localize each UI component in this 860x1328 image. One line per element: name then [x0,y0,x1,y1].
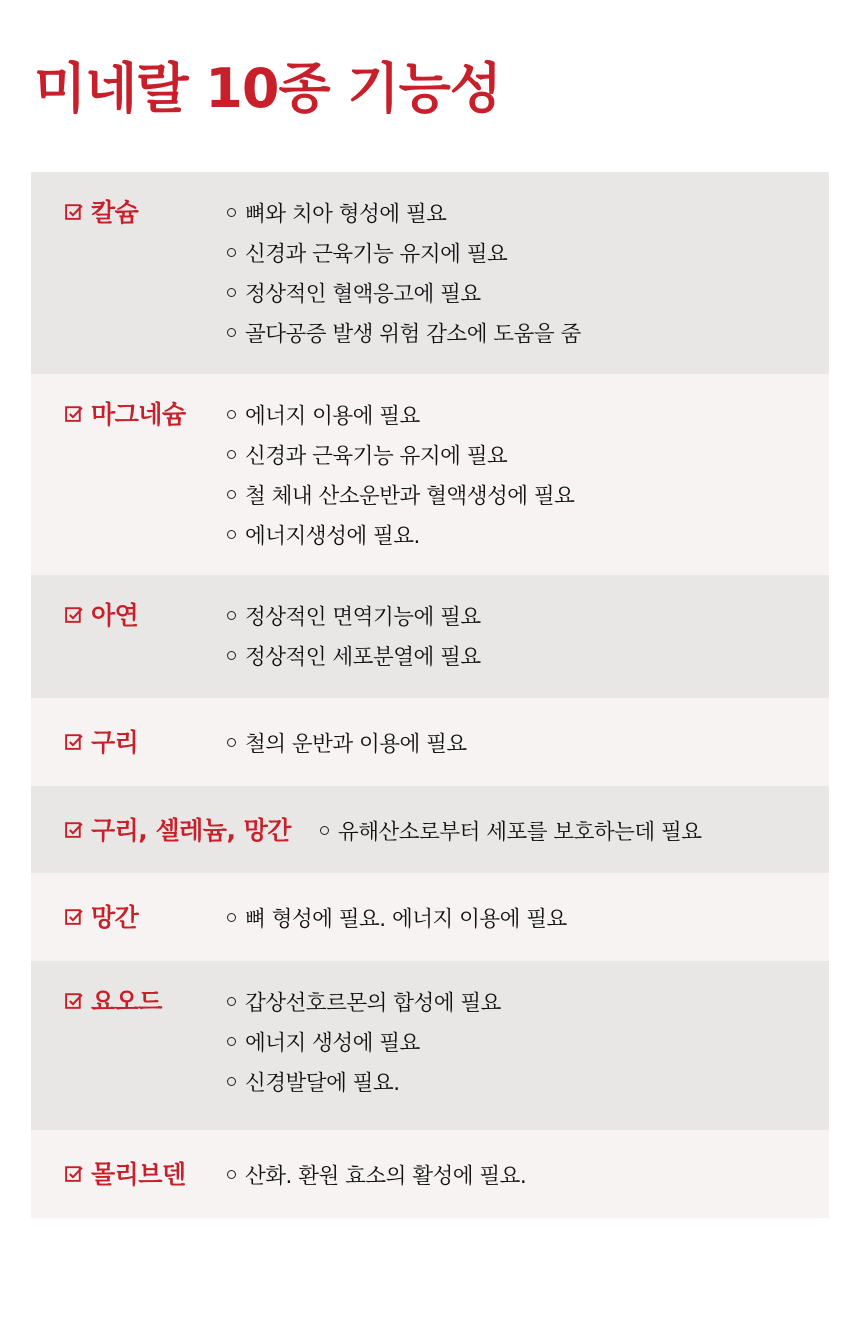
bullet-icon [227,651,236,660]
function-text: 에너지 이용에 필요 [245,403,420,429]
function-text: 뼈와 치아 형성에 필요 [245,201,447,227]
mineral-name-text: 구리 [91,728,139,757]
mineral-row-iodine [31,961,829,1130]
function-item [227,1061,501,1101]
function-text: 철의 운반과 이용에 필요 [245,731,467,757]
mineral-name-text: 아연 [91,601,139,630]
checkbox-icon [64,1163,85,1184]
function-text: 신경과 근육기능 유지에 필요 [245,443,508,469]
function-text: 철 체내 산소운반과 혈액생성에 필요 [245,483,575,509]
checkbox-icon [64,990,85,1011]
checkbox-icon [64,201,85,222]
function-text: 정상적인 혈액응고에 필요 [245,281,481,307]
checkbox-icon [64,819,85,840]
function-item [227,595,481,635]
mineral-row-manganese [31,873,829,961]
bullet-icon [227,1077,236,1086]
bullet-icon [227,208,236,217]
mineral-name [64,981,227,1019]
bullet-icon [227,530,236,539]
function-list [227,1154,526,1194]
bullet-icon [227,248,236,257]
function-text: 신경과 근육기능 유지에 필요 [245,241,508,267]
mineral-row-zinc [31,575,829,698]
function-item [227,272,581,312]
bullet-icon [227,1037,236,1046]
mineral-name [64,897,227,935]
function-item [227,474,574,514]
mineral-name-text: 구리, 셀레늄, 망간 [91,816,291,845]
function-list [320,810,702,850]
mineral-name [64,595,227,633]
bullet-icon [227,738,236,747]
function-item [227,981,501,1021]
mineral-name [64,810,320,848]
function-item [227,722,467,762]
function-list [227,722,467,762]
function-item [320,810,702,850]
mineral-row-molybdenum [31,1130,829,1218]
mineral-name-text: 몰리브덴 [91,1160,186,1189]
function-list [227,595,481,675]
checkbox-icon [64,731,85,752]
mineral-row-calcium [31,172,829,374]
function-list [227,897,567,937]
bullet-icon [227,913,236,922]
bullet-icon [227,490,236,499]
function-item [227,434,574,474]
function-item [227,635,481,675]
function-item [227,897,567,937]
bullet-icon [227,328,236,337]
function-item [227,394,574,434]
page-title: 미네랄 10종 기능성 [34,57,501,120]
function-list [227,981,501,1101]
function-text: 에너지 생성에 필요 [245,1030,420,1056]
checkbox-icon [64,403,85,424]
function-item [227,192,581,232]
bullet-icon [227,1170,236,1179]
function-item [227,1021,501,1061]
function-item [227,312,581,352]
checkbox-icon [64,906,85,927]
function-text: 뼈 형성에 필요. 에너지 이용에 필요 [245,906,567,932]
function-list [227,394,574,554]
function-text: 골다공증 발생 위험 감소에 도움을 줌 [245,321,581,347]
bullet-icon [320,826,329,835]
function-text: 갑상선호르몬의 합성에 필요 [245,990,501,1016]
mineral-row-copper-selenium-manganese [31,786,829,873]
bullet-icon [227,410,236,419]
function-text: 정상적인 세포분열에 필요 [245,644,481,670]
bullet-icon [227,288,236,297]
mineral-name [64,394,227,432]
function-text: 신경발달에 필요. [245,1070,400,1096]
mineral-name-text: 망간 [91,903,139,932]
bullet-icon [227,450,236,459]
mineral-row-magnesium [31,374,829,575]
function-text: 정상적인 면역기능에 필요 [245,604,481,630]
mineral-function-table [31,172,829,1218]
mineral-name-text: 요오드 [91,987,162,1016]
bullet-icon [227,611,236,620]
function-item [227,514,574,554]
bullet-icon [227,997,236,1006]
function-text: 에너지생성에 필요. [245,523,420,549]
mineral-name [64,1154,227,1192]
function-list [227,192,581,352]
checkbox-icon [64,604,85,625]
function-text: 유해산소로부터 세포를 보호하는데 필요 [338,819,702,845]
mineral-name [64,722,227,760]
function-text: 산화. 환원 효소의 활성에 필요. [245,1163,527,1189]
function-item [227,1154,526,1194]
mineral-name-text: 칼슘 [91,198,139,227]
mineral-name-text: 마그네슘 [91,400,186,429]
mineral-name [64,192,227,230]
function-item [227,232,581,272]
mineral-row-copper [31,698,829,786]
